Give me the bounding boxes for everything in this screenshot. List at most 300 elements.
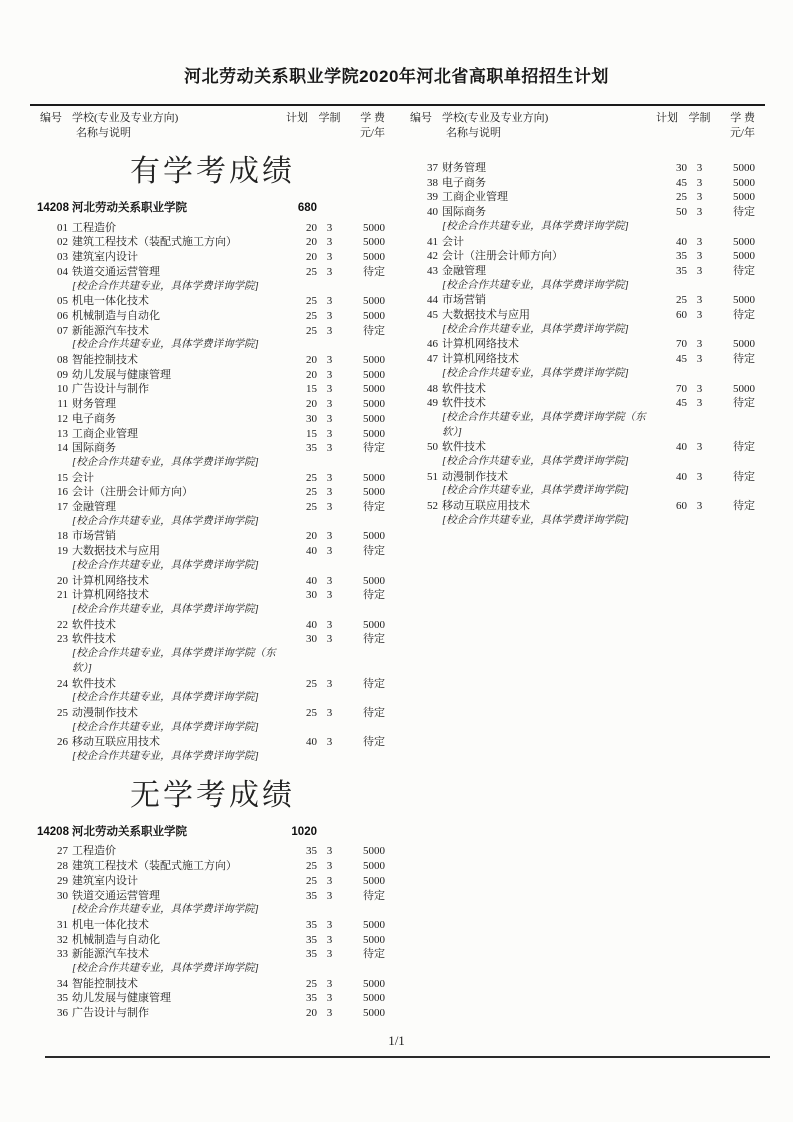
major-plan: 50 [676, 206, 687, 219]
major-row [400, 205, 765, 220]
major-name: 会计 [442, 235, 464, 248]
major-row [30, 874, 395, 889]
major-plan: 25 [306, 324, 317, 337]
major-plan: 40 [306, 618, 317, 631]
header-years: 学制 [318, 112, 341, 124]
major-name: 机械制造与自动化 [72, 309, 160, 322]
major-name: 财务管理 [72, 398, 116, 411]
major-years: 3 [326, 427, 333, 440]
school-plan-total: 1020 [291, 825, 317, 838]
major-years: 3 [696, 250, 703, 263]
major-plan: 20 [306, 236, 317, 249]
major-fee: 待定 [363, 706, 385, 719]
major-years: 3 [326, 251, 333, 264]
major-no: 23 [57, 633, 68, 646]
major-no: 08 [57, 354, 68, 367]
header-name-line1: 学校(专业及专业方向) [442, 112, 549, 124]
major-fee: 待定 [363, 889, 385, 902]
major-row [400, 176, 765, 191]
major-note: [校企合作共建专业，具体学费详询学院] [72, 515, 259, 527]
major-plan: 25 [676, 294, 687, 307]
major-fee: 5000 [363, 221, 385, 234]
major-note: [校企合作共建专业，具体学费详询学院] [72, 339, 259, 351]
major-plan: 25 [306, 265, 317, 278]
section-heading: 有学考成绩 [130, 155, 295, 188]
major-plan: 35 [306, 845, 317, 858]
major-note: [校企合作共建专业，具体学费详询学院] [442, 514, 629, 526]
table-header-right [400, 111, 765, 141]
major-years: 3 [326, 948, 333, 961]
major-fee: 待定 [363, 442, 385, 455]
header-fee-line1: 学 费 [360, 112, 385, 124]
major-years: 3 [326, 398, 333, 411]
major-row [30, 441, 395, 456]
major-no: 11 [57, 398, 68, 411]
major-fee: 5000 [363, 427, 385, 440]
school-code: 14208 [37, 825, 69, 838]
major-no: 19 [57, 545, 68, 558]
major-years: 3 [326, 845, 333, 858]
major-plan: 35 [676, 250, 687, 263]
major-years: 3 [696, 382, 703, 395]
major-no: 15 [57, 471, 68, 484]
major-name: 建筑工程技术（装配式施工方向） [72, 860, 237, 873]
major-fee: 待定 [363, 736, 385, 749]
header-fee-line2: 元/年 [359, 127, 385, 139]
page-title: 河北劳动关系职业学院2020年河北省高职单招招生计划 [184, 67, 609, 86]
major-fee: 待定 [733, 206, 755, 219]
major-no: 21 [57, 589, 68, 602]
major-row [30, 859, 395, 874]
major-plan: 35 [306, 889, 317, 902]
major-fee: 5000 [363, 874, 385, 887]
major-note: [校企合作共建专业，具体学费详询学院（东软）] [72, 648, 276, 674]
major-plan: 25 [306, 501, 317, 514]
major-years: 3 [326, 295, 333, 308]
left-rows [30, 152, 395, 1021]
major-no: 17 [57, 501, 68, 514]
major-years: 3 [326, 383, 333, 396]
major-no: 39 [427, 191, 438, 204]
major-name: 移动互联应用技术 [72, 736, 160, 749]
major-no: 14 [57, 442, 68, 455]
major-note: [校企合作共建专业，具体学费详询学院] [72, 456, 259, 468]
major-no: 10 [57, 383, 68, 396]
major-name: 市场营销 [442, 294, 486, 307]
major-row [30, 427, 395, 442]
major-fee: 5000 [733, 382, 755, 395]
major-plan: 40 [306, 545, 317, 558]
major-name: 幼儿发展与健康管理 [72, 368, 171, 381]
major-row [400, 308, 765, 323]
major-fee: 5000 [733, 162, 755, 174]
major-years: 3 [696, 397, 703, 410]
major-name: 计算机网络技术 [72, 589, 149, 602]
major-no: 47 [427, 353, 438, 366]
major-years: 3 [326, 354, 333, 367]
major-plan: 25 [306, 874, 317, 887]
major-row [30, 412, 395, 427]
major-plan: 35 [306, 948, 317, 961]
major-row [30, 977, 395, 992]
major-plan: 25 [306, 295, 317, 308]
major-fee: 5000 [363, 236, 385, 249]
major-fee: 5000 [363, 1007, 385, 1020]
major-name: 移动互联应用技术 [442, 500, 530, 513]
major-fee: 5000 [363, 530, 385, 543]
major-years: 3 [326, 265, 333, 278]
major-name: 智能控制技术 [72, 977, 138, 990]
major-name: 动漫制作技术 [442, 470, 508, 483]
major-row [30, 632, 395, 647]
major-plan: 25 [306, 471, 317, 484]
school-plan-total: 680 [297, 202, 317, 214]
major-note: [校企合作共建专业，具体学费详询学院] [72, 904, 259, 916]
header-name-line2: 名称与说明 [76, 127, 131, 139]
major-no: 29 [57, 874, 68, 887]
major-row [30, 368, 395, 383]
major-no: 18 [57, 530, 68, 543]
left-column [30, 111, 395, 1021]
major-plan: 40 [676, 441, 687, 454]
major-no: 16 [57, 486, 68, 499]
major-row [30, 235, 395, 250]
major-years: 3 [326, 221, 333, 234]
major-name: 金融管理 [72, 501, 116, 514]
major-fee: 待定 [733, 309, 755, 322]
major-plan: 20 [306, 1007, 317, 1020]
school-name: 河北劳动关系职业学院 [72, 825, 187, 838]
page-number: 1/1 [388, 1033, 405, 1048]
major-fee: 待定 [733, 470, 755, 483]
school-code: 14208 [37, 202, 69, 214]
major-row [30, 485, 395, 500]
major-name: 智能控制技术 [72, 354, 138, 367]
major-name: 铁道交通运营管理 [72, 265, 160, 278]
major-years: 3 [326, 933, 333, 946]
major-fee: 待定 [363, 589, 385, 602]
major-plan: 30 [306, 633, 317, 646]
major-no: 06 [57, 309, 68, 322]
major-note: [校企合作共建专业，具体学费详询学院] [72, 559, 259, 571]
major-name: 机电一体化技术 [72, 918, 149, 931]
section-heading: 无学考成绩 [130, 778, 295, 812]
major-years: 3 [326, 324, 333, 337]
major-plan: 35 [306, 933, 317, 946]
major-row [30, 991, 395, 1006]
major-fee: 待定 [733, 500, 755, 513]
major-no: 07 [57, 324, 68, 337]
major-fee: 5000 [363, 398, 385, 411]
header-fee-line1: 学 费 [730, 112, 755, 124]
major-fee: 5000 [363, 383, 385, 396]
major-plan: 40 [676, 235, 687, 248]
major-name: 计算机网络技术 [442, 338, 519, 351]
major-name: 工商企业管理 [72, 427, 138, 440]
major-name: 会计 [72, 471, 94, 484]
major-years: 3 [696, 206, 703, 219]
header-plan: 计划 [656, 112, 678, 124]
major-no: 31 [57, 918, 68, 931]
major-plan: 45 [676, 353, 687, 366]
major-name: 会计（注册会计师方向） [442, 250, 563, 263]
major-plan: 45 [676, 397, 687, 410]
header-years: 学制 [688, 112, 711, 124]
table-header-left [30, 111, 395, 141]
major-no: 20 [57, 574, 68, 587]
major-years: 3 [696, 338, 703, 351]
major-row [30, 265, 395, 280]
major-no: 02 [57, 236, 68, 249]
major-row [400, 382, 765, 397]
major-row [30, 918, 395, 933]
major-plan: 20 [306, 368, 317, 381]
header-no: 编号 [410, 112, 432, 124]
major-years: 3 [326, 992, 333, 1005]
header-plan: 计划 [286, 112, 308, 124]
major-name: 国际商务 [72, 442, 116, 455]
major-fee: 5000 [363, 412, 385, 425]
major-plan: 70 [676, 338, 687, 351]
table-columns [30, 111, 770, 1021]
major-no: 01 [57, 221, 68, 234]
major-row [400, 161, 765, 176]
major-years: 3 [326, 1007, 333, 1020]
major-fee: 待定 [363, 677, 385, 690]
major-name: 软件技术 [72, 633, 116, 646]
major-note: [校企合作共建专业，具体学费详询学院] [442, 220, 629, 232]
major-fee: 5000 [363, 977, 385, 990]
major-plan: 60 [676, 309, 687, 322]
major-years: 3 [326, 545, 333, 558]
major-no: 38 [427, 176, 438, 189]
major-row [30, 735, 395, 750]
major-fee: 5000 [363, 354, 385, 367]
major-years: 3 [696, 162, 703, 174]
major-fee: 5000 [363, 618, 385, 631]
major-years: 3 [326, 309, 333, 322]
major-name: 机械制造与自动化 [72, 933, 160, 946]
major-row [30, 250, 395, 265]
bottom-rule [45, 1056, 770, 1058]
major-name: 市场营销 [72, 530, 116, 543]
major-row [400, 337, 765, 352]
major-plan: 25 [306, 860, 317, 873]
major-fee: 待定 [363, 633, 385, 646]
header-no: 编号 [40, 112, 62, 124]
major-no: 04 [57, 265, 68, 278]
major-plan: 20 [306, 221, 317, 234]
major-plan: 25 [306, 486, 317, 499]
major-row [30, 309, 395, 324]
major-fee: 5000 [363, 860, 385, 873]
major-fee: 5000 [733, 235, 755, 248]
major-plan: 40 [306, 736, 317, 749]
major-no: 24 [57, 677, 68, 690]
major-years: 3 [326, 471, 333, 484]
major-no: 43 [427, 264, 438, 277]
major-row [400, 235, 765, 250]
major-plan: 35 [306, 992, 317, 1005]
major-fee: 待定 [363, 501, 385, 514]
major-name: 广告设计与制作 [72, 1007, 149, 1020]
major-years: 3 [696, 294, 703, 307]
major-plan: 35 [306, 442, 317, 455]
major-plan: 20 [306, 530, 317, 543]
header-name-line1: 学校(专业及专业方向) [72, 112, 179, 124]
major-name: 国际商务 [442, 206, 486, 219]
major-row [30, 529, 395, 544]
major-name: 工程造价 [72, 221, 116, 234]
major-years: 3 [326, 442, 333, 455]
major-name: 机电一体化技术 [72, 295, 149, 308]
major-years: 3 [326, 530, 333, 543]
major-name: 铁道交通运营管理 [72, 889, 160, 902]
major-no: 34 [57, 977, 68, 990]
major-years: 3 [696, 264, 703, 277]
major-plan: 40 [306, 574, 317, 587]
major-note: [校企合作共建专业，具体学费详询学院] [72, 963, 259, 975]
major-years: 3 [326, 977, 333, 990]
major-plan: 35 [306, 918, 317, 931]
major-plan: 20 [306, 354, 317, 367]
major-row [30, 574, 395, 589]
major-name: 建筑室内设计 [72, 874, 138, 887]
major-plan: 15 [306, 383, 317, 396]
major-name: 软件技术 [442, 382, 486, 395]
major-years: 3 [696, 309, 703, 322]
major-fee: 5000 [363, 845, 385, 858]
major-name: 工商企业管理 [442, 191, 508, 204]
major-fee: 5000 [363, 992, 385, 1005]
major-no: 36 [57, 1007, 68, 1020]
major-row [30, 947, 395, 962]
major-fee: 5000 [733, 294, 755, 307]
major-row [30, 889, 395, 904]
major-row [400, 352, 765, 367]
major-row [30, 844, 395, 859]
major-no: 09 [57, 368, 68, 381]
right-column [400, 111, 765, 1021]
school-name: 河北劳动关系职业学院 [72, 202, 187, 214]
header-name-line2: 名称与说明 [446, 127, 501, 139]
major-name: 大数据技术与应用 [442, 309, 530, 322]
major-years: 3 [326, 874, 333, 887]
major-note: [校企合作共建专业，具体学费详询学院] [442, 323, 629, 335]
major-fee: 5000 [733, 191, 755, 204]
major-fee: 5000 [363, 574, 385, 587]
major-years: 3 [696, 353, 703, 366]
major-fee: 5000 [733, 250, 755, 263]
major-no: 40 [427, 206, 438, 219]
major-name: 计算机网络技术 [72, 574, 149, 587]
major-no: 49 [427, 397, 438, 410]
major-fee: 5000 [363, 933, 385, 946]
major-row [30, 1006, 395, 1021]
major-no: 26 [57, 736, 68, 749]
major-fee: 待定 [733, 441, 755, 454]
major-years: 3 [326, 677, 333, 690]
major-years: 3 [326, 860, 333, 873]
major-row [400, 499, 765, 514]
major-years: 3 [326, 236, 333, 249]
major-name: 软件技术 [442, 397, 486, 410]
major-plan: 45 [676, 176, 687, 189]
major-years: 3 [696, 191, 703, 204]
major-plan: 35 [676, 264, 687, 277]
major-row [400, 396, 765, 411]
major-years: 3 [696, 176, 703, 189]
major-fee: 待定 [363, 545, 385, 558]
major-no: 33 [57, 948, 68, 961]
major-row [30, 471, 395, 486]
major-years: 3 [326, 918, 333, 931]
major-row [30, 677, 395, 692]
major-fee: 5000 [363, 295, 385, 308]
major-years: 3 [326, 501, 333, 514]
major-plan: 20 [306, 398, 317, 411]
major-no: 32 [57, 933, 68, 946]
major-no: 37 [427, 162, 438, 174]
major-note: [校企合作共建专业，具体学费详询学院] [72, 603, 259, 615]
major-name: 软件技术 [72, 618, 116, 631]
major-no: 41 [427, 235, 438, 248]
major-name: 金融管理 [442, 264, 486, 277]
major-fee: 5000 [363, 368, 385, 381]
major-years: 3 [326, 589, 333, 602]
major-plan: 30 [306, 412, 317, 425]
major-fee: 5000 [363, 918, 385, 931]
major-years: 3 [696, 235, 703, 248]
major-name: 计算机网络技术 [442, 353, 519, 366]
major-no: 42 [427, 250, 438, 263]
major-no: 51 [427, 470, 438, 483]
major-fee: 待定 [733, 397, 755, 410]
major-fee: 待定 [363, 265, 385, 278]
major-name: 电子商务 [442, 176, 486, 189]
major-fee: 5000 [733, 338, 755, 351]
major-plan: 25 [306, 677, 317, 690]
major-years: 3 [326, 412, 333, 425]
major-note: [校企合作共建专业，具体学费详询学院] [72, 751, 259, 763]
header-fee-line2: 元/年 [729, 127, 755, 139]
major-name: 工程造价 [72, 845, 116, 858]
major-name: 建筑室内设计 [72, 251, 138, 264]
major-note: [校企合作共建专业，具体学费详询学院] [442, 456, 629, 468]
major-row [30, 933, 395, 948]
major-no: 46 [427, 338, 438, 351]
major-years: 3 [326, 889, 333, 902]
major-years: 3 [696, 500, 703, 513]
major-name: 幼儿发展与健康管理 [72, 992, 171, 1005]
major-fee: 5000 [363, 251, 385, 264]
major-fee: 待定 [733, 264, 755, 277]
major-name: 电子商务 [72, 412, 116, 425]
major-plan: 30 [676, 162, 687, 174]
major-plan: 70 [676, 382, 687, 395]
major-name: 新能源汽车技术 [72, 324, 149, 337]
school-row [30, 201, 395, 216]
major-no: 52 [427, 500, 438, 513]
major-no: 25 [57, 706, 68, 719]
major-row [30, 588, 395, 603]
major-note: [校企合作共建专业，具体学费详询学院] [442, 485, 629, 497]
major-row [30, 294, 395, 309]
major-fee: 5000 [733, 176, 755, 189]
major-years: 3 [326, 486, 333, 499]
major-plan: 25 [306, 706, 317, 719]
major-name: 大数据技术与应用 [72, 545, 160, 558]
